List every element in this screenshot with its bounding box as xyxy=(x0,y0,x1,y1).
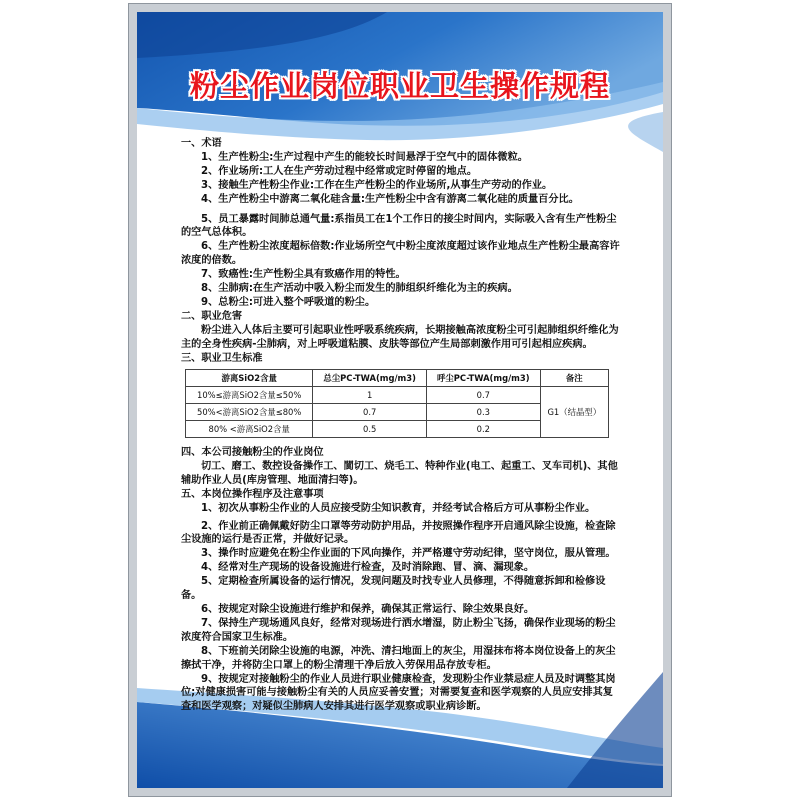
table-header: 呼尘PC-TWA(mg/m3) xyxy=(426,370,540,387)
procedure-item: 6、按规定对除尘设施进行维护和保养，确保其正常运行、除尘效果良好。 xyxy=(201,603,535,615)
poster-content xyxy=(137,12,663,788)
term-item: 7、致癌性:生产性粉尘具有致癌作用的特性。 xyxy=(201,269,406,281)
hazard-text: 粉尘进入人体后主要可引起职业性呼吸系统疾病，长期接触高浓度粉尘可引起肺组织纤维化为主的全身性疾病-尘肺病，对上呼吸道粘膜、皮肤等部位产生局部刺激作用可引起相应疾病。 xyxy=(181,324,619,350)
standards-table xyxy=(185,369,609,438)
section-posts-and-procedures xyxy=(181,446,621,714)
table-cell: 1 xyxy=(313,387,427,404)
term-item: 8、尘肺病:在生产活动中吸入粉尘而发生的肺组织纤维化为主的疾病。 xyxy=(201,283,518,295)
table-cell: 80% <游离SiO2含量 xyxy=(186,421,313,438)
procedure-item: 2、作业前正确佩戴好防尘口罩等劳动防护用品，并按照操作程序开启通风除尘设施，检查除尘设施的运行是否正常，并做好记录。 xyxy=(181,520,616,546)
procedure-item: 4、经常对生产现场的设备设施进行检查，及时消除跑、冒、滴、漏现象。 xyxy=(201,562,535,574)
table-cell: 0.2 xyxy=(426,421,540,438)
section-terms xyxy=(181,137,621,366)
table-cell: 10%≤游离SiO2含量≤50% xyxy=(186,387,313,404)
term-item: 1、生产性粉尘:生产过程中产生的能较长时间悬浮于空气中的固体微粒。 xyxy=(201,151,528,163)
procedure-item: 7、保持生产现场通风良好，经常对现场进行洒水增湿，防止粉尘飞扬，确保作业现场的粉尘浓度符合国家卫生标准。 xyxy=(181,617,616,643)
table-cell: 0.5 xyxy=(313,421,427,438)
procedure-item: 5、定期检查所属设备的运行情况，发现问题及时找专业人员修理，不得随意拆卸和检修设备。 xyxy=(181,576,606,602)
procedure-item: 9、按规定对接触粉尘的作业人员进行职业健康检查，发现粉尘作业禁忌症人员及时调整其岗位;对健康损害可能与接触粉尘有关的人员应妥善安置；对需要复查和医学观察的人员应安排其复查和医学观察；对疑似尘肺病人安排其进行医学观察或职业病诊断。 xyxy=(181,673,616,713)
procedure-item: 8、下班前关闭除尘设施的电源，冲洗、清扫地面上的灰尘，用湿抹布将本岗位设备上的灰尘擦拭干净，并将防尘口罩上的粉尘清理干净后放入劳保用品存放专柜。 xyxy=(181,645,616,671)
procedure-item: 3、操作时应避免在粉尘作业面的下风向操作，并严格遵守劳动纪律，坚守岗位，服从管理。 xyxy=(201,548,616,560)
poster-title: 粉尘作业岗位职业卫生操作规程 xyxy=(189,69,610,103)
section-heading: 五、本岗位操作程序及注意事项 xyxy=(181,488,324,500)
table-header: 备注 xyxy=(540,370,608,387)
table-cell: 0.7 xyxy=(426,387,540,404)
section-heading: 三、职业卫生标准 xyxy=(181,352,263,364)
section-heading: 一、术语 xyxy=(181,138,222,149)
posts-text: 切工、磨工、数控设备操作工、閬切工、烧毛工、特种作业(电工、起重工、叉车司机)、其他辅助作业人员(库房管理、地面清扫等)。 xyxy=(181,460,618,486)
table-cell: 0.7 xyxy=(313,404,427,421)
procedure-item: 1、初次从事粉尘作业的人员应接受防尘知识教育，并经考试合格后方可从事粉尘作业。 xyxy=(201,502,596,514)
poster-frame xyxy=(129,4,671,796)
table-header: 游离SiO2含量 xyxy=(186,370,313,387)
section-heading: 四、本公司接触粉尘的作业岗位 xyxy=(181,447,324,458)
section-heading: 二、职业危害 xyxy=(181,310,243,322)
term-item: 2、作业场所:工人在生产劳动过程中经常或定时停留的地点。 xyxy=(201,165,478,177)
table-row xyxy=(186,387,609,404)
table-note-cell: G1（结晶型） xyxy=(540,387,608,438)
table-header-row xyxy=(186,370,609,387)
term-item: 6、生产性粉尘浓度超标倍数:作业场所空气中粉尘度浓度超过该作业地点生产性粉尘最高容许浓度的倍数。 xyxy=(181,241,620,267)
table-cell: 0.3 xyxy=(426,404,540,421)
term-item: 4、生产性粉尘中游离二氧化硅含量:生产性粉尘中含有游离二氧化硅的质量百分比。 xyxy=(201,193,579,205)
table-header: 总尘PC-TWA(mg/m3) xyxy=(313,370,427,387)
term-item: 3、接触生产性粉尘作业:工作在生产性粉尘的作业场所,从事生产劳动的作业。 xyxy=(201,179,553,191)
term-item: 5、员工暴露时间肺总通气量:系指员工在1个工作日的接尘时间内，实际吸入含有生产性粉尘的空气总体积。 xyxy=(181,213,617,239)
term-item: 9、总粉尘:可进入整个呼吸道的粉尘。 xyxy=(201,296,376,308)
table-cell: 50%<游离SiO2含量≤80% xyxy=(186,404,313,421)
